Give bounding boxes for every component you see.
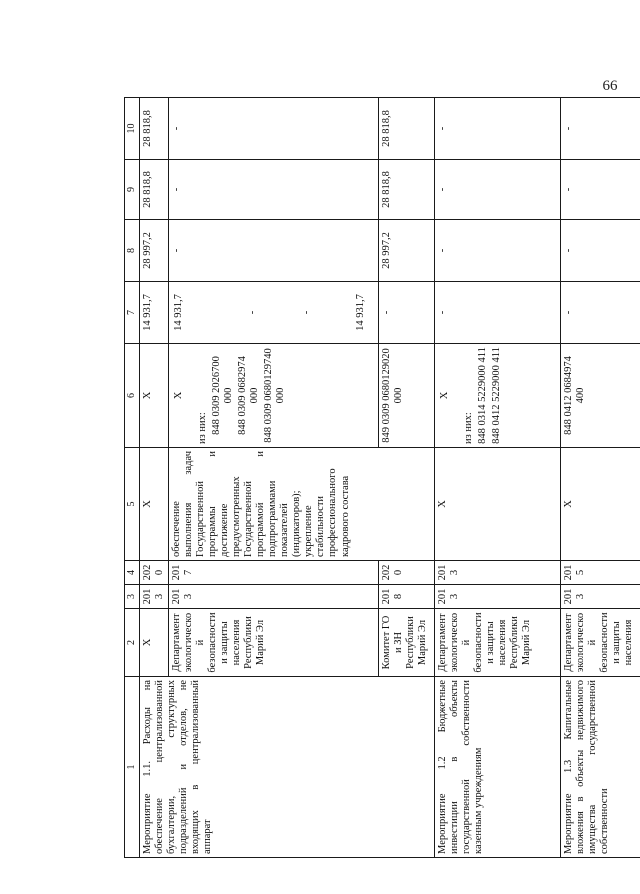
table-cell (168, 282, 378, 344)
table-cell: 2020 (378, 561, 434, 585)
header-cell: 7 (125, 282, 140, 344)
table-row (139, 98, 168, 858)
table-cell: X (139, 448, 168, 561)
header-cell: 2 (125, 609, 140, 677)
header-row (125, 98, 140, 858)
table-cell: Комитет ГО и ЗН Республики Марий Эл (378, 609, 434, 677)
header-cell: 9 (125, 160, 140, 220)
table-cell: - (434, 220, 560, 282)
header-cell: 1 (125, 677, 140, 858)
header-cell: 5 (125, 448, 140, 561)
header-cell: 8 (125, 220, 140, 282)
table-cell: 28 997,2 (378, 220, 434, 282)
budget-code: 848 0309 0682974 000 (236, 356, 260, 435)
table-cell: 2018 (378, 585, 434, 609)
activity-1-3-name: Мероприятие 1.3 Капитальные вложения в объекты недвижимого имущества государственной собственности (560, 677, 640, 858)
table-cell (168, 344, 378, 448)
table-cell: X (560, 448, 640, 561)
table-cell: - (168, 220, 378, 282)
header-cell: 4 (125, 561, 140, 585)
table-cell: 2013 (434, 561, 560, 585)
table-cell: 28 818,8 (378, 98, 434, 160)
table-cell: - (168, 98, 378, 160)
table-cell: 2015 (560, 561, 640, 585)
table-cell: - (378, 282, 434, 344)
cell-value: X (438, 391, 450, 400)
table-cell: - (434, 282, 560, 344)
table-cell: 2013 (139, 585, 168, 609)
table-cell: 2013 (168, 585, 378, 609)
table-cell: Департамент экологической безопасности и защиты населения Республики Марий Эл (434, 609, 560, 677)
header-cell: 10 (125, 98, 140, 160)
budget-code: 848 0309 0680129740 000 (263, 348, 287, 443)
table-cell: 28 997,2 (139, 220, 168, 282)
table-cell: 28 818,8 (139, 98, 168, 160)
cell-value: 14 931,7 (172, 294, 184, 331)
activity-1-2-name: Мероприятие 1.2 Бюджетные инвестиции в объекты государственной собственности казенным учреждениям (434, 677, 560, 858)
activity-1-1-name: Мероприятие 1.1. Расходы на обеспечение централизованной бухгалтерии, структурных подразделений и отделов, не входящих в централизованный аппарат (139, 677, 434, 858)
budget-code: 848 0309 2026700 000 (210, 356, 234, 435)
table-cell: Департамент экологической безопасности и защиты населения (560, 609, 640, 677)
table-cell: X (434, 448, 560, 561)
table-cell: 848 0412 0684974 400 (560, 344, 640, 448)
cell-value: - (246, 310, 258, 315)
table-cell: - (434, 160, 560, 220)
table-cell: 28 818,8 (139, 160, 168, 220)
table-cell: - (560, 160, 640, 220)
table-cell: 2013 (560, 585, 640, 609)
table-cell: - (434, 98, 560, 160)
table-cell: 849 0309 0680129020 000 (378, 344, 434, 448)
cell-note: из них: (462, 412, 474, 444)
cell-value: 14 931,7 (354, 294, 366, 331)
table-row (434, 98, 560, 858)
table-cell: - (560, 282, 640, 344)
activities-table (124, 97, 640, 858)
cell-value: - (300, 310, 312, 315)
table-cell: - (560, 98, 640, 160)
header-cell: 3 (125, 585, 140, 609)
table-cell: 28 818,8 (378, 160, 434, 220)
table-cell (434, 344, 560, 448)
table-row (560, 98, 640, 858)
table-cell: - (560, 220, 640, 282)
table-cell: - (168, 160, 378, 220)
table-cell: X (139, 609, 168, 677)
budget-code: 848 0412 5229000 411 (490, 347, 502, 444)
table-cell: обеспечение выполнения задач Государственной программы и достижение предусмотренных Государственной программой и подпрограммами показателей (индикаторов); укрепление стабильности профессионального кадрового состава (168, 448, 434, 561)
table-cell: 2020 (139, 561, 168, 585)
header-cell: 6 (125, 344, 140, 448)
table-cell: Департамент экологической безопасности и защиты населения Республики Марий Эл (168, 609, 378, 677)
table-cell: 14 931,7 (139, 282, 168, 344)
table-cell: 2013 (434, 585, 560, 609)
cell-note: из них: (196, 412, 208, 444)
page-number: 66 (602, 78, 618, 94)
budget-code: 848 0314 5229000 411 (476, 347, 488, 444)
table-cell: 2017 (168, 561, 378, 585)
cell-value: X (172, 391, 184, 400)
table-cell: X (139, 344, 168, 448)
rotated-page (124, 98, 640, 858)
